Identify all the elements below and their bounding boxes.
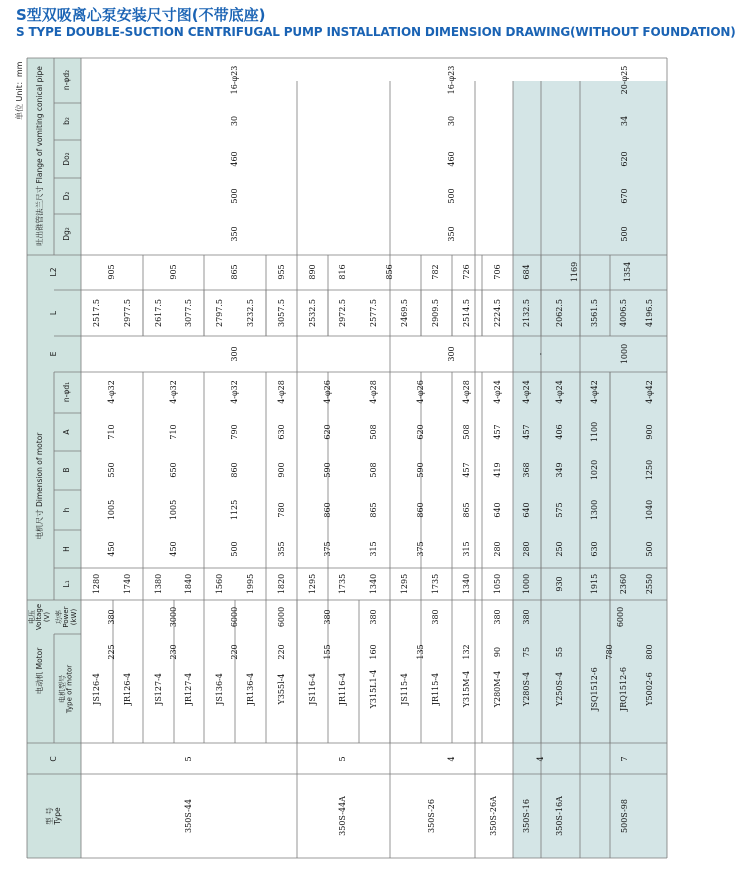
header-motor-group-text: 电动机 Motor bbox=[35, 647, 45, 695]
motor-type-cell-12-text: Y315M-4 bbox=[461, 670, 471, 708]
l-cell-10-text: 2469.5 bbox=[399, 299, 409, 327]
header-nd2-text: n-φd₂ bbox=[62, 69, 72, 91]
nd1-cell-3-text: 4-φ28 bbox=[276, 380, 286, 404]
voltage-cell-6-text: 380 bbox=[430, 609, 440, 625]
nd1-cell-6-text: 4-φ26 bbox=[415, 380, 425, 404]
l2-cell-9-text: 706 bbox=[492, 264, 502, 280]
d2-cell-0-text: 500 bbox=[229, 188, 239, 204]
l-cell-18-text: 4196.5 bbox=[644, 299, 654, 327]
h-big-cell-0-text: 450 bbox=[106, 541, 116, 557]
power-cell-5-text: 160 bbox=[368, 644, 378, 660]
h-big-cell-5-text: 315 bbox=[368, 541, 378, 557]
motor-type-cell-4-text: JS136-4 bbox=[214, 673, 224, 705]
header-c-text: C bbox=[49, 756, 59, 762]
power-cell-2-text: 220 bbox=[229, 644, 239, 660]
l2-cell-2-text: 865 bbox=[229, 264, 239, 280]
l2-cell-0-text: 905 bbox=[106, 264, 116, 280]
a-cell-11-text: 1100 bbox=[589, 421, 599, 443]
power-cell-6-text: 135 bbox=[415, 644, 425, 660]
l1-cell-10-text: 1295 bbox=[399, 573, 409, 595]
h-big-cell-8-text: 280 bbox=[492, 541, 502, 557]
type-cell-1-text: 350S-44A bbox=[337, 796, 347, 836]
header-h-big-text: H bbox=[62, 546, 72, 552]
l2-cell-10-text: 684 bbox=[521, 264, 531, 280]
motor-type-cell-10-text: JS115-4 bbox=[399, 673, 409, 705]
header-dim-group-text: 电机尺寸 Dimension of motor bbox=[35, 432, 45, 540]
power-cell-9-text: 75 bbox=[521, 646, 531, 658]
a-cell-2-text: 790 bbox=[229, 424, 239, 440]
motor-type-cell-16-text: JSQ1512-6 bbox=[589, 667, 599, 711]
l1-cell-15-text: 930 bbox=[554, 576, 564, 592]
l-cell-16-text: 3561.5 bbox=[589, 299, 599, 327]
power-cell-1-text: 230 bbox=[168, 644, 178, 660]
h-cell-0-text: 1005 bbox=[106, 499, 116, 521]
h-big-cell-4-text: 375 bbox=[322, 541, 332, 557]
l1-cell-16-text: 1915 bbox=[589, 573, 599, 595]
e-cell-1-text: 300 bbox=[446, 346, 456, 362]
power-cell-10-text: 55 bbox=[554, 646, 564, 658]
h-big-cell-6-text: 375 bbox=[415, 541, 425, 557]
a-cell-10-text: 406 bbox=[554, 424, 564, 440]
motor-type-cell-9-text: Y315L1-4 bbox=[368, 669, 378, 709]
nd2-cell-0-text: 16-φ23 bbox=[229, 65, 239, 95]
l1-cell-18-text: 2550 bbox=[644, 573, 654, 595]
header-power-text: 功率 Power (kW) bbox=[54, 606, 78, 628]
l1-cell-11-text: 1735 bbox=[430, 573, 440, 595]
motor-type-cell-13-text: Y280M-4 bbox=[492, 670, 502, 708]
l-cell-0-text: 2517.5 bbox=[91, 299, 101, 327]
l1-cell-9-text: 1340 bbox=[368, 573, 378, 595]
l2-cell-4-text: 890 bbox=[307, 264, 317, 280]
voltage-cell-1-text: 3000 bbox=[168, 606, 178, 628]
a-cell-7-text: 508 bbox=[461, 424, 471, 440]
l1-cell-14-text: 1000 bbox=[521, 573, 531, 595]
h-cell-8-text: 640 bbox=[492, 502, 502, 518]
a-cell-6-text: 620 bbox=[415, 424, 425, 440]
b2-cell-0-text: 30 bbox=[229, 115, 239, 127]
type-cell-6-text: 500S-98 bbox=[619, 799, 629, 833]
l1-cell-7-text: 1295 bbox=[307, 573, 317, 595]
a-cell-5-text: 508 bbox=[368, 424, 378, 440]
voltage-cell-9-text: 6000 bbox=[615, 606, 625, 628]
nd1-cell-12-text: 4-φ42 bbox=[644, 380, 654, 404]
a-cell-9-text: 457 bbox=[521, 424, 531, 440]
type-cell-5-text: 350S-16A bbox=[554, 796, 564, 836]
do2-cell-2-text: 620 bbox=[619, 151, 629, 167]
e-cell-2-text: - bbox=[535, 352, 545, 356]
power-cell-11-text: 780 bbox=[604, 644, 614, 660]
nd1-cell-1-text: 4-φ32 bbox=[168, 380, 178, 404]
e-cell-0-text: 300 bbox=[229, 346, 239, 362]
b-cell-4-text: 590 bbox=[322, 462, 332, 478]
header-do2-text: Do₂ bbox=[62, 152, 72, 166]
l1-cell-1-text: 1740 bbox=[122, 573, 132, 595]
c-cell-4-text: 7 bbox=[619, 756, 629, 762]
l-cell-15-text: 2062.5 bbox=[554, 299, 564, 327]
header-type-text: 型 号 Type bbox=[45, 807, 62, 825]
h-cell-3-text: 780 bbox=[276, 502, 286, 518]
l2-cell-1-text: 905 bbox=[168, 264, 178, 280]
header-b2-text: b₂ bbox=[62, 117, 72, 125]
dg2-cell-1-text: 350 bbox=[446, 226, 456, 242]
h-cell-12-text: 1040 bbox=[644, 499, 654, 521]
nd1-cell-10-text: 4-φ24 bbox=[554, 380, 564, 404]
l1-cell-8-text: 1735 bbox=[337, 573, 347, 595]
b-cell-6-text: 590 bbox=[415, 462, 425, 478]
a-cell-0-text: 710 bbox=[106, 424, 116, 440]
l-cell-17-text: 4006.5 bbox=[618, 299, 628, 327]
l-cell-14-text: 2132.5 bbox=[521, 299, 531, 327]
header-nd1-text: n-φd₁ bbox=[62, 381, 72, 403]
unit-label: 单位 Unit：mm bbox=[15, 61, 24, 120]
l2-cell-3-text: 955 bbox=[276, 264, 286, 280]
motor-type-cell-1-text: JR126-4 bbox=[122, 672, 132, 706]
l-cell-5-text: 3232.5 bbox=[245, 299, 255, 327]
motor-type-cell-11-text: JR115-4 bbox=[430, 672, 440, 706]
nd1-cell-5-text: 4-φ28 bbox=[368, 380, 378, 404]
l2-cell-6-text: 856 bbox=[384, 264, 394, 280]
voltage-cell-5-text: 380 bbox=[368, 609, 378, 625]
header-l1-text: L₁ bbox=[62, 580, 72, 588]
b-cell-2-text: 860 bbox=[229, 462, 239, 478]
header-h-text: h bbox=[62, 507, 72, 513]
motor-type-cell-18-text: Y5002-6 bbox=[644, 672, 654, 706]
nd1-cell-9-text: 4-φ24 bbox=[521, 380, 531, 404]
b-cell-11-text: 1020 bbox=[589, 459, 599, 481]
l-cell-6-text: 3057.5 bbox=[276, 299, 286, 327]
type-cell-0-text: 350S-44 bbox=[183, 799, 193, 833]
l1-cell-0-text: 1280 bbox=[91, 573, 101, 595]
b-cell-12-text: 1250 bbox=[644, 459, 654, 481]
d2-cell-1-text: 500 bbox=[446, 188, 456, 204]
l-cell-3-text: 3077.5 bbox=[183, 299, 193, 327]
voltage-cell-4-text: 380 bbox=[322, 609, 332, 625]
type-cell-4-text: 350S-16 bbox=[521, 799, 531, 833]
l-cell-9-text: 2577.5 bbox=[368, 299, 378, 327]
a-cell-1-text: 710 bbox=[168, 424, 178, 440]
motor-type-cell-2-text: JS127-4 bbox=[153, 673, 163, 705]
l-cell-2-text: 2617.5 bbox=[153, 299, 163, 327]
voltage-cell-0-text: 380 bbox=[106, 609, 116, 625]
l2-cell-7-text: 782 bbox=[430, 264, 440, 280]
l-cell-4-text: 2797.5 bbox=[214, 299, 224, 327]
b-cell-5-text: 508 bbox=[368, 462, 378, 478]
nd1-cell-0-text: 4-φ32 bbox=[106, 380, 116, 404]
a-cell-8-text: 457 bbox=[492, 424, 502, 440]
voltage-cell-8-text: 380 bbox=[521, 609, 531, 625]
voltage-cell-2-text: 6000 bbox=[229, 606, 239, 628]
a-cell-4-text: 620 bbox=[322, 424, 332, 440]
header-a-text: A bbox=[62, 429, 72, 435]
do2-cell-1-text: 460 bbox=[446, 151, 456, 167]
power-cell-3-text: 220 bbox=[276, 644, 286, 660]
motor-type-cell-17-text: JRQ1512-6 bbox=[618, 667, 628, 711]
voltage-cell-3-text: 6000 bbox=[276, 606, 286, 628]
h-big-cell-1-text: 450 bbox=[168, 541, 178, 557]
d2-cell-2-text: 670 bbox=[619, 188, 629, 204]
header-voltage-text: 电压 Voltage (V) bbox=[27, 603, 51, 631]
power-cell-7-text: 132 bbox=[461, 644, 471, 660]
h-cell-1-text: 1005 bbox=[168, 499, 178, 521]
l1-cell-3-text: 1840 bbox=[183, 573, 193, 595]
title-en: S TYPE DOUBLE-SUCTION CENTRIFUGAL PUMP INSTALLATION DIMENSION DRAWING(WITHOUT FOUNDATION) bbox=[16, 25, 736, 39]
b-cell-9-text: 368 bbox=[521, 462, 531, 478]
motor-type-cell-8-text: JR116-4 bbox=[337, 672, 347, 706]
l1-cell-6-text: 1820 bbox=[276, 573, 286, 595]
motor-type-cell-5-text: JR136-4 bbox=[245, 672, 255, 706]
power-cell-8-text: 90 bbox=[492, 646, 502, 658]
l1-cell-12-text: 1340 bbox=[461, 573, 471, 595]
motor-type-cell-7-text: JS116-4 bbox=[307, 673, 317, 705]
motor-type-cell-14-text: Y280S-4 bbox=[521, 671, 531, 707]
header-l2-text: L2 bbox=[49, 267, 59, 277]
nd2-cell-2-text: 20-φ25 bbox=[619, 65, 629, 95]
l2-cell-11-text: 1169 bbox=[569, 261, 579, 283]
nd1-cell-2-text: 4-φ32 bbox=[229, 380, 239, 404]
b2-cell-2-text: 34 bbox=[619, 115, 629, 127]
a-cell-3-text: 630 bbox=[276, 424, 286, 440]
dg2-cell-2-text: 500 bbox=[619, 226, 629, 242]
h-cell-9-text: 640 bbox=[521, 502, 531, 518]
l1-cell-13-text: 1050 bbox=[492, 573, 502, 595]
dg2-cell-0-text: 350 bbox=[229, 226, 239, 242]
h-cell-2-text: 1125 bbox=[229, 499, 239, 521]
a-cell-12-text: 900 bbox=[644, 424, 654, 440]
l1-cell-4-text: 1560 bbox=[214, 573, 224, 595]
nd2-cell-1-text: 16-φ23 bbox=[446, 65, 456, 95]
l2-cell-5-text: 816 bbox=[337, 264, 347, 280]
h-big-cell-12-text: 500 bbox=[644, 541, 654, 557]
h-big-cell-2-text: 500 bbox=[229, 541, 239, 557]
h-cell-6-text: 860 bbox=[415, 502, 425, 518]
h-big-cell-3-text: 355 bbox=[276, 541, 286, 557]
c-cell-2-text: 4 bbox=[446, 756, 456, 762]
voltage-cell-7-text: 380 bbox=[492, 609, 502, 625]
title-cn: S型双吸离心泵安装尺寸图(不带底座) bbox=[16, 6, 266, 24]
motor-type-cell-3-text: JR127-4 bbox=[183, 672, 193, 706]
c-cell-0-text: 5 bbox=[183, 756, 193, 762]
header-e-text: E bbox=[49, 351, 59, 357]
l-cell-8-text: 2972.5 bbox=[337, 299, 347, 327]
b-cell-0-text: 550 bbox=[106, 462, 116, 478]
header-flange-group-text: 吐出锥管法兰尺寸 Flange of vomiting conical pipe bbox=[35, 66, 45, 246]
nd1-cell-8-text: 4-φ24 bbox=[492, 380, 502, 404]
l-cell-12-text: 2514.5 bbox=[461, 299, 471, 327]
h-cell-4-text: 860 bbox=[322, 502, 332, 518]
nd1-cell-7-text: 4-φ28 bbox=[461, 380, 471, 404]
header-d2-text: D₂ bbox=[62, 191, 72, 201]
do2-cell-0-text: 460 bbox=[229, 151, 239, 167]
b-cell-8-text: 419 bbox=[492, 462, 502, 478]
c-cell-1-text: 5 bbox=[337, 756, 347, 762]
motor-type-cell-0-text: JS126-4 bbox=[91, 673, 101, 705]
header-dg2-text: Dg₂ bbox=[62, 227, 72, 241]
header-l-text: L bbox=[49, 310, 59, 316]
nd1-cell-4-text: 4-φ26 bbox=[322, 380, 332, 404]
power-cell-0-text: 225 bbox=[106, 644, 116, 660]
b2-cell-1-text: 30 bbox=[446, 115, 456, 127]
motor-type-cell-6-text: Y355l-4 bbox=[276, 673, 286, 705]
header-motor-type-text: 电机型号 Type of motor bbox=[58, 664, 74, 714]
h-big-cell-11-text: 630 bbox=[589, 541, 599, 557]
type-cell-2-text: 350S-26 bbox=[426, 799, 436, 833]
power-cell-4-text: 155 bbox=[322, 644, 332, 660]
h-cell-5-text: 865 bbox=[368, 502, 378, 518]
l2-cell-12-text: 1354 bbox=[622, 261, 632, 283]
b-cell-10-text: 349 bbox=[554, 462, 564, 478]
l-cell-7-text: 2532.5 bbox=[307, 299, 317, 327]
h-big-cell-7-text: 315 bbox=[461, 541, 471, 557]
l1-cell-5-text: 1995 bbox=[245, 573, 255, 595]
h-cell-7-text: 865 bbox=[461, 502, 471, 518]
h-big-cell-9-text: 280 bbox=[521, 541, 531, 557]
l1-cell-2-text: 1380 bbox=[153, 573, 163, 595]
b-cell-7-text: 457 bbox=[461, 462, 471, 478]
power-cell-12-text: 800 bbox=[644, 644, 654, 660]
l2-cell-8-text: 726 bbox=[461, 264, 471, 280]
l1-cell-17-text: 2360 bbox=[618, 573, 628, 595]
l-cell-1-text: 2977.5 bbox=[122, 299, 132, 327]
l-cell-13-text: 2224.5 bbox=[492, 299, 502, 327]
b-cell-1-text: 650 bbox=[168, 462, 178, 478]
h-cell-10-text: 575 bbox=[554, 502, 564, 518]
nd1-cell-11-text: 4-φ42 bbox=[589, 380, 599, 404]
h-big-cell-10-text: 250 bbox=[554, 541, 564, 557]
l-cell-11-text: 2909.5 bbox=[430, 299, 440, 327]
c-cell-3-text: 4 bbox=[535, 756, 545, 762]
b-cell-3-text: 900 bbox=[276, 462, 286, 478]
h-cell-11-text: 1300 bbox=[589, 499, 599, 521]
motor-type-cell-15-text: Y250S-4 bbox=[554, 671, 564, 707]
type-cell-3-text: 350S-26A bbox=[488, 796, 498, 836]
e-cell-3-text: 1000 bbox=[619, 343, 629, 365]
header-b-text: B bbox=[62, 467, 72, 473]
